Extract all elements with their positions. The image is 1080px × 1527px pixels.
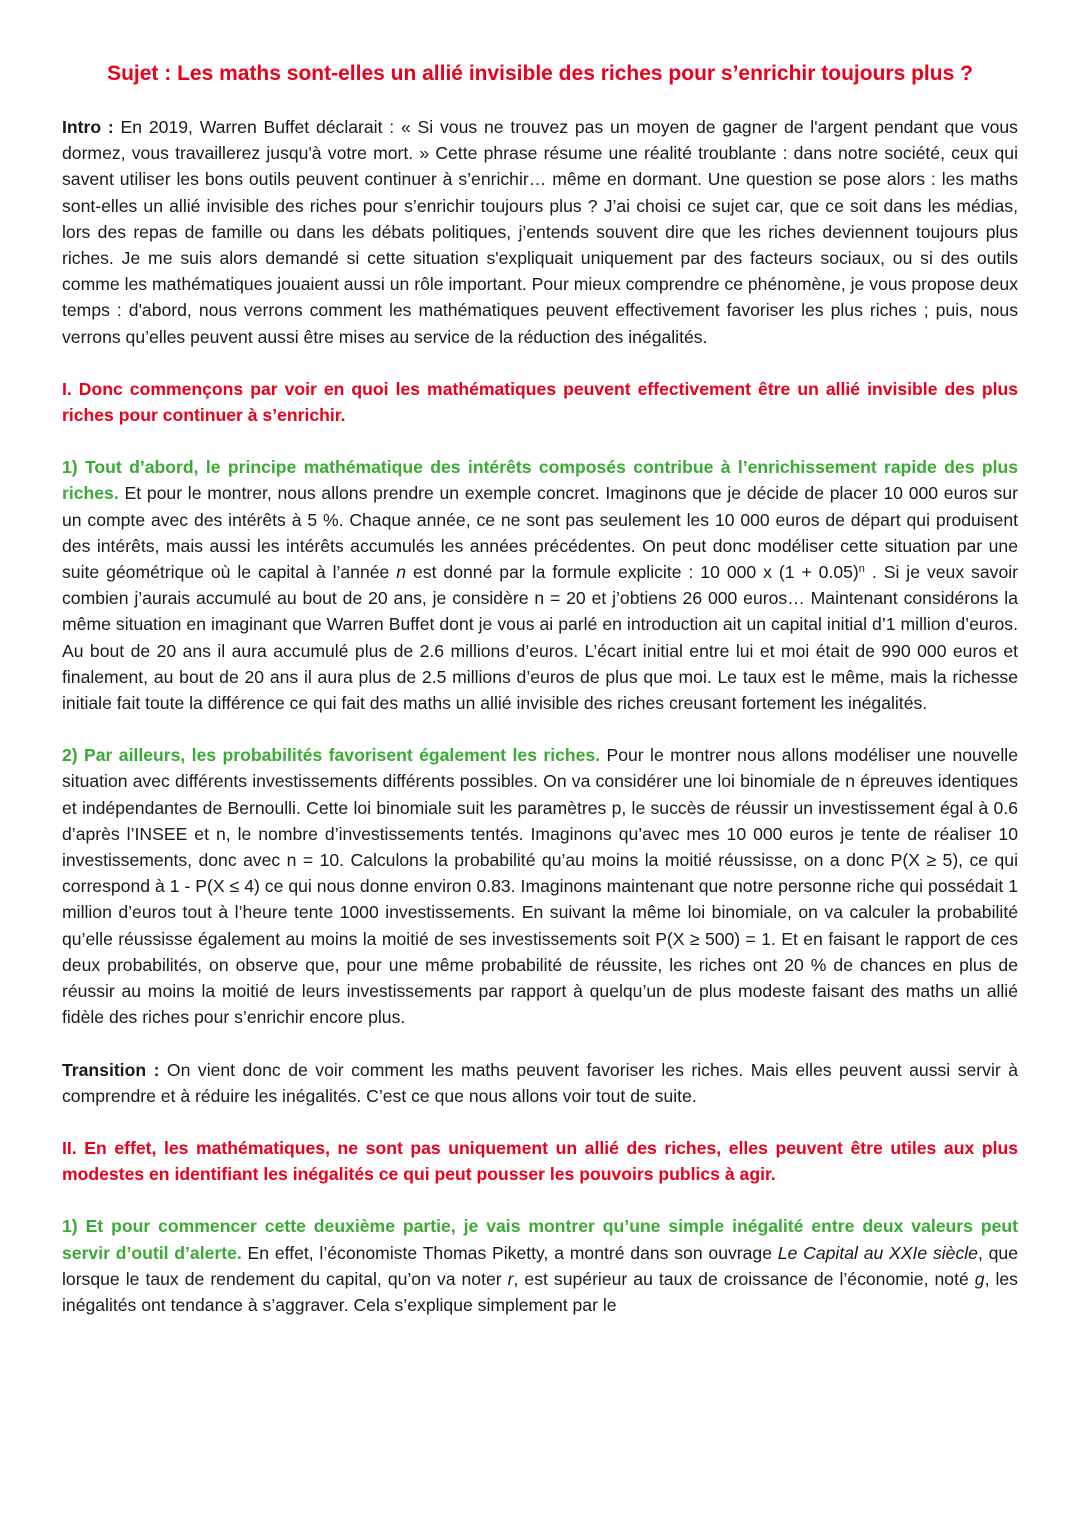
part2-sub1-text-d: , les inégalités ont tendance à s’aggraver. Cela s’explique simplement par le: [62, 1268, 1018, 1315]
part2-heading: II. En effet, les mathématiques, ne sont pas uniquement un allié des riches, elles peuvent être utiles aux plus modestes en identifiant les inégalités ce qui peut pousser les pouvoirs publics à agir.: [62, 1137, 1018, 1185]
intro-text: En 2019, Warren Buffet déclarait : « Si vous ne trouvez pas un moyen de gagner de l'argent pendant que vous dormez, vous travaillerez jusqu'à votre mort. » Cette phrase résume une réalité troublante : dans notre société, ceux qui savent utiliser les bons outils peuvent continuer à s’enrichir… même en dormant. Une question se pose alors : les maths sont-elles un allié invisible des riches pour s’enrichir toujours plus ? J’ai choisi ce sujet car, que ce soit dans les médias, lors des repas de famille ou dans les débats politiques, j’entends souvent dire que les riches deviennent toujours plus riches. Je me suis alors demandé si cette situation s'expliquait uniquement par des facteurs sociaux, ou si des outils comme les mathématiques jouaient aussi un rôle important. Pour mieux comprendre ce phénomène, je vous propose deux temps : d'abord, nous verrons comment les mathématiques peuvent effectivement favoriser les plus riches ; puis, nous verrons qu’elles peuvent aussi être mises au service de la réduction des inégalités.: [62, 117, 1018, 347]
variable-r: r: [507, 1268, 514, 1289]
part2-sub1-text-c: , est supérieur au taux de croissance de l’économie, noté: [513, 1268, 975, 1289]
page-title: Sujet : Les maths sont-elles un allié invisible des riches pour s’enrichir toujours plus ?: [107, 62, 973, 85]
intro-label: Intro :: [62, 117, 114, 137]
part1-sub1-text-c: . Si je veux savoir combien j’aurais accumulé au bout de 20 ans, je considère n = 20 et j’obtiens 26 000 euros… Maintenant considérons la même situation en imaginant que Warren Buffet dont je vous ai parlé en introduction ait un capital initial d’1 million d’euros. Au bout de 20 ans il aura accumulé plus de 2.6 millions d’euros. L’écart initial entre lui et moi était de 990 000 euros et finalement, au bout de 20 ans il aura plus de 2.5 millions d’euros de plus que moi. Le taux est le même, mais la richesse initiale fait toute la différence ce qui fait des maths un allié invisible des riches creusant fortement les inégalités.: [62, 562, 1018, 714]
part1-sub2-heading: 2) Par ailleurs, les probabilités favorisent également les riches.: [62, 745, 601, 766]
part1-sub1-text-b: est donné par la formule explicite : 10 000 x (1 + 0.05): [406, 562, 859, 583]
book-title: Le Capital au XXIe siècle: [777, 1242, 978, 1263]
intro-paragraph: [62, 114, 1018, 350]
part1-sub2-text: Pour le montrer nous allons modéliser une nouvelle situation avec différents investissements différents possibles. On va considérer une loi binomiale de n épreuves identiques et indépendantes de Bernoulli. Cette loi binomiale suit les paramètres p, le succès de réussir un investissement égal à 0.6 d’après l’INSEE et n, le nombre d’investissements tentés. Imaginons qu’avec mes 10 000 euros je tente de réaliser 10 investissements, donc avec n = 10. Calculons la probabilité qu’au moins la moitié réussisse, on a donc P(X ≥ 5), ce qui correspond à 1 - P(X ≤ 4) ce qui nous donne environ 0.83. Imaginons maintenant que notre personne riche qui possédait 1 million d’euros tout à l’heure tente 1000 investissements. En suivant la même loi binomiale, on va calculer la probabilité qu’elle réussisse également au moins la moitié de ses investissements soit P(X ≥ 500) = 1. Et en faisant le rapport de ces deux probabilités, on observe que, pour une même probabilité de réussite, les riches ont 20 % de chances en plus de réussir au moins la moitié de leurs investissements par rapport à quelqu’un de plus modeste faisant des maths un allié fidèle des riches pour s’enrichir encore plus.: [62, 745, 1018, 1028]
part1-sub1-text-a: Et pour le montrer, nous allons prendre un exemple concret. Imaginons que je décide de placer 10 000 euros sur un compte avec des intérêts à 5 %. Chaque année, ce ne sont pas seulement les 10 000 euros de départ qui produisent des intérêts, mais aussi les intérêts accumulés les années précédentes. On peut donc modéliser cette situation par une suite géométrique où le capital à l’année: [62, 483, 1018, 583]
part1-sub2-paragraph: [62, 742, 1018, 1030]
transition-label: Transition :: [62, 1059, 160, 1080]
part2-sub1-paragraph: [62, 1213, 1018, 1318]
transition-paragraph: [62, 1057, 1018, 1109]
part2-sub1-text-b: , que lorsque le taux de rendement du capital, qu’on va noter: [62, 1242, 1018, 1289]
transition-text: On vient donc de voir comment les maths peuvent favoriser les riches. Mais elles peuvent aussi servir à comprendre et à réduire les inégalités. C’est ce que nous allons voir tout de suite.: [62, 1059, 1019, 1106]
part2-sub1-text-a: En effet, l’économiste Thomas Piketty, a montré dans son ouvrage: [241, 1242, 778, 1263]
part2-sub1-heading: 1) Et pour commencer cette deuxième partie, je vais montrer qu’une simple inégalité entre deux valeurs peut servir d’outil d’alerte.: [62, 1216, 1018, 1263]
part1-sub1-paragraph: [62, 454, 1018, 716]
part1-sub1-heading: 1) Tout d’abord, le principe mathématique des intérêts composés contribue à l’enrichissement rapide des plus riches.: [62, 457, 1018, 504]
variable-n: n: [396, 562, 407, 583]
exponent-n: n: [858, 563, 865, 576]
part1-heading: I. Donc commençons par voir en quoi les mathématiques peuvent effectivement être un allié invisible des plus riches pour continuer à s’enrichir.: [62, 378, 1018, 426]
variable-g: g: [974, 1268, 985, 1289]
